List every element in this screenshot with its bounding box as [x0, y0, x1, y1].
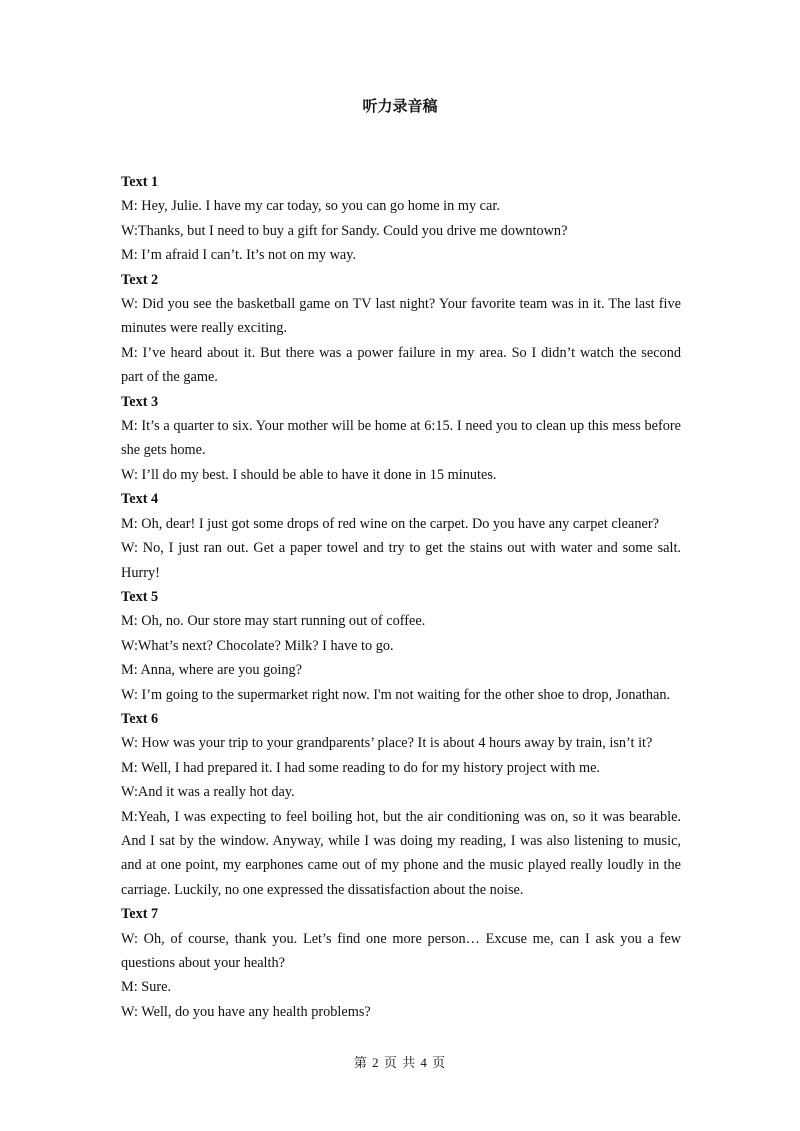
dialogue-line: M: I’ve heard about it. But there was a power failure in my area. So I didn’t watch the second part of the game. [121, 344, 681, 386]
section-heading: Text 4 [121, 491, 159, 508]
dialogue-line: W:And it was a really hot day. [121, 784, 295, 801]
page-title: 听力录音稿 [362, 97, 438, 115]
dialogue-line: M: It’s a quarter to six. Your mother will be home at 6:15. I need you to clean up this mess before she gets home. [121, 418, 681, 459]
dialogue-line: W: I’m going to the supermarket right now. I'm not waiting for the other shoe to drop, Jonathan. [121, 686, 671, 703]
section-heading: Text 6 [121, 710, 159, 727]
dialogue-line: W: No, I just ran out. Get a paper towel and try to get the stains out with water and some salt. Hurry! [121, 540, 681, 581]
dialogue-line: W:Thanks, but I need to buy a gift for Sandy. Could you drive me downtown? [121, 222, 568, 239]
section-heading: Text 1 [121, 174, 159, 190]
section-heading: Text 2 [121, 271, 159, 288]
dialogue-line: W:What’s next? Chocolate? Milk? I have to go. [121, 637, 394, 654]
page-footer: 第 2 页 共 4 页 [353, 1055, 447, 1070]
dialogue-line: W: I’ll do my best. I should be able to have it done in 15 minutes. [121, 466, 497, 483]
dialogue-line: M: Well, I had prepared it. I had some reading to do for my history project with me. [121, 759, 601, 776]
section-heading: Text 5 [121, 588, 159, 605]
dialogue-line: W: How was your trip to your grandparents’ place? It is about 4 hours away by train, isn’t it? [121, 735, 653, 752]
dialogue-line: M:Yeah, I was expecting to feel boiling hot, but the air conditioning was on, so it was bearable. And I sat by the window. Anyway, while I was doing my reading, I was also listening to music, and at one point, my earphones came out of my phone and the music played really loudly in the carriage. Luckily, no one expressed the dissatisfaction about the noise. [121, 808, 681, 898]
dialogue-line: M: Oh, no. Our store may start running out of coffee. [121, 613, 426, 630]
dialogue-line: M: I’m afraid I can’t. It’s not on my way. [121, 247, 357, 264]
dialogue-line: M: Hey, Julie. I have my car today, so you can go home in my car. [121, 198, 500, 215]
section-heading: Text 3 [121, 393, 159, 410]
dialogue-line: W: Well, do you have any health problems? [121, 1003, 371, 1020]
dialogue-line: M: Anna, where are you going? [121, 662, 303, 679]
dialogue-line: W: Did you see the basketball game on TV last night? Your favorite team was in it. The last five minutes were really exciting. [121, 296, 681, 337]
dialogue-line: W: Oh, of course, thank you. Let’s find one more person… Excuse me, can I ask you a few questions about your health? [121, 930, 681, 971]
section-heading: Text 7 [121, 906, 159, 923]
transcript-body [121, 170, 681, 1024]
dialogue-line: M: Oh, dear! I just got some drops of red wine on the carpet. Do you have any carpet cleaner? [121, 515, 659, 532]
dialogue-line: M: Sure. [121, 979, 172, 996]
